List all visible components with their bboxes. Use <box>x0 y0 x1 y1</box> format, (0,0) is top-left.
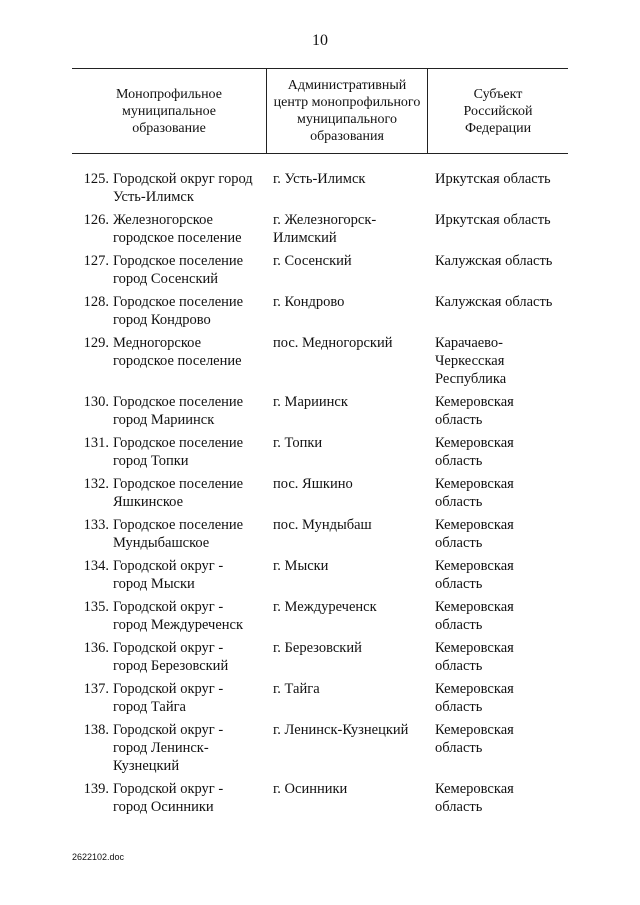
table-row <box>72 598 568 634</box>
table-header <box>72 68 568 154</box>
row-number: 127. <box>83 253 109 269</box>
table-row <box>72 680 568 716</box>
admin-center: г. Мыски <box>273 558 329 574</box>
row-number: 136. <box>83 640 109 656</box>
municipality-name: Железногорское городское поселение <box>113 212 242 246</box>
document-filename: 2622102.doc <box>72 852 125 862</box>
federal-subject: Кемеровская область <box>435 640 514 674</box>
admin-center: пос. Медногорский <box>273 335 393 351</box>
admin-center: г. Тайга <box>273 681 320 697</box>
municipality-name: Городское поселение Яшкинское <box>113 476 244 510</box>
row-number: 139. <box>83 781 109 797</box>
row-number: 135. <box>83 599 109 615</box>
header-federal-subject: Субъект Российской Федерации <box>463 86 533 136</box>
municipality-name: Городской округ - город Мыски <box>113 558 224 592</box>
admin-center: г. Железногорск- Илимский <box>273 212 377 246</box>
table-row <box>72 780 568 816</box>
table-row <box>72 293 568 329</box>
table-row <box>72 557 568 593</box>
header-municipality: Монопрофильное муниципальное образование <box>116 86 222 136</box>
federal-subject: Иркутская область <box>435 171 551 187</box>
table-row <box>72 721 568 775</box>
municipality-name: Городской округ город Усть-Илимск <box>113 171 253 205</box>
table-body <box>72 170 568 816</box>
admin-center: г. Ленинск-Кузнецкий <box>273 722 409 738</box>
table-row <box>72 252 568 288</box>
municipality-name: Медногорское городское поселение <box>113 335 242 369</box>
federal-subject: Кемеровская область <box>435 781 514 815</box>
row-number: 134. <box>83 558 109 574</box>
admin-center: г. Сосенский <box>273 253 352 269</box>
municipality-name: Городское поселение Мундыбашское <box>113 517 244 551</box>
table-row <box>72 170 568 206</box>
federal-subject: Иркутская область <box>435 212 551 228</box>
table-row <box>72 434 568 470</box>
admin-center: г. Усть-Илимск <box>273 171 366 187</box>
municipalities-table <box>72 68 568 821</box>
table-row <box>72 475 568 511</box>
admin-center: г. Топки <box>273 435 323 451</box>
federal-subject: Кемеровская область <box>435 558 514 592</box>
row-number: 126. <box>83 212 109 228</box>
row-number: 132. <box>83 476 109 492</box>
admin-center: г. Мариинск <box>273 394 348 410</box>
row-number: 133. <box>83 517 109 533</box>
municipality-name: Городской округ - город Ленинск- Кузнецкий <box>113 722 224 774</box>
federal-subject: Калужская область <box>435 253 553 269</box>
table-row <box>72 639 568 675</box>
municipality-name: Городское поселение город Кондрово <box>113 294 244 328</box>
municipality-name: Городской округ - город Березовский <box>113 640 229 674</box>
admin-center: г. Березовский <box>273 640 362 656</box>
federal-subject: Карачаево- Черкесская Республика <box>435 335 507 387</box>
table-row <box>72 393 568 429</box>
table-row <box>72 516 568 552</box>
federal-subject: Кемеровская область <box>435 394 514 428</box>
row-number: 125. <box>83 171 109 187</box>
table-row <box>72 334 568 388</box>
federal-subject: Кемеровская область <box>435 681 514 715</box>
federal-subject: Кемеровская область <box>435 476 514 510</box>
federal-subject: Кемеровская область <box>435 722 514 756</box>
row-number: 130. <box>83 394 109 410</box>
federal-subject: Кемеровская область <box>435 599 514 633</box>
row-number: 128. <box>83 294 109 310</box>
admin-center: г. Междуреченск <box>273 599 377 615</box>
row-number: 137. <box>83 681 109 697</box>
admin-center: г. Осинники <box>273 781 348 797</box>
admin-center: пос. Мундыбаш <box>273 517 372 533</box>
municipality-name: Городское поселение город Сосенский <box>113 253 244 287</box>
municipality-name: Городской округ - город Осинники <box>113 781 224 815</box>
federal-subject: Кемеровская область <box>435 435 514 469</box>
table-row <box>72 211 568 247</box>
page-number: 10 <box>312 32 328 49</box>
row-number: 129. <box>83 335 109 351</box>
admin-center: г. Кондрово <box>273 294 345 310</box>
municipality-name: Городское поселение город Мариинск <box>113 394 244 428</box>
admin-center: пос. Яшкино <box>273 476 353 492</box>
federal-subject: Кемеровская область <box>435 517 514 551</box>
municipality-name: Городской округ - город Междуреченск <box>113 599 243 633</box>
row-number: 131. <box>83 435 109 451</box>
federal-subject: Калужская область <box>435 294 553 310</box>
municipality-name: Городской округ - город Тайга <box>113 681 224 715</box>
header-admin-center: Административный центр монопрофильного муниципального образования <box>266 69 428 153</box>
row-number: 138. <box>83 722 109 738</box>
municipality-name: Городское поселение город Топки <box>113 435 244 469</box>
